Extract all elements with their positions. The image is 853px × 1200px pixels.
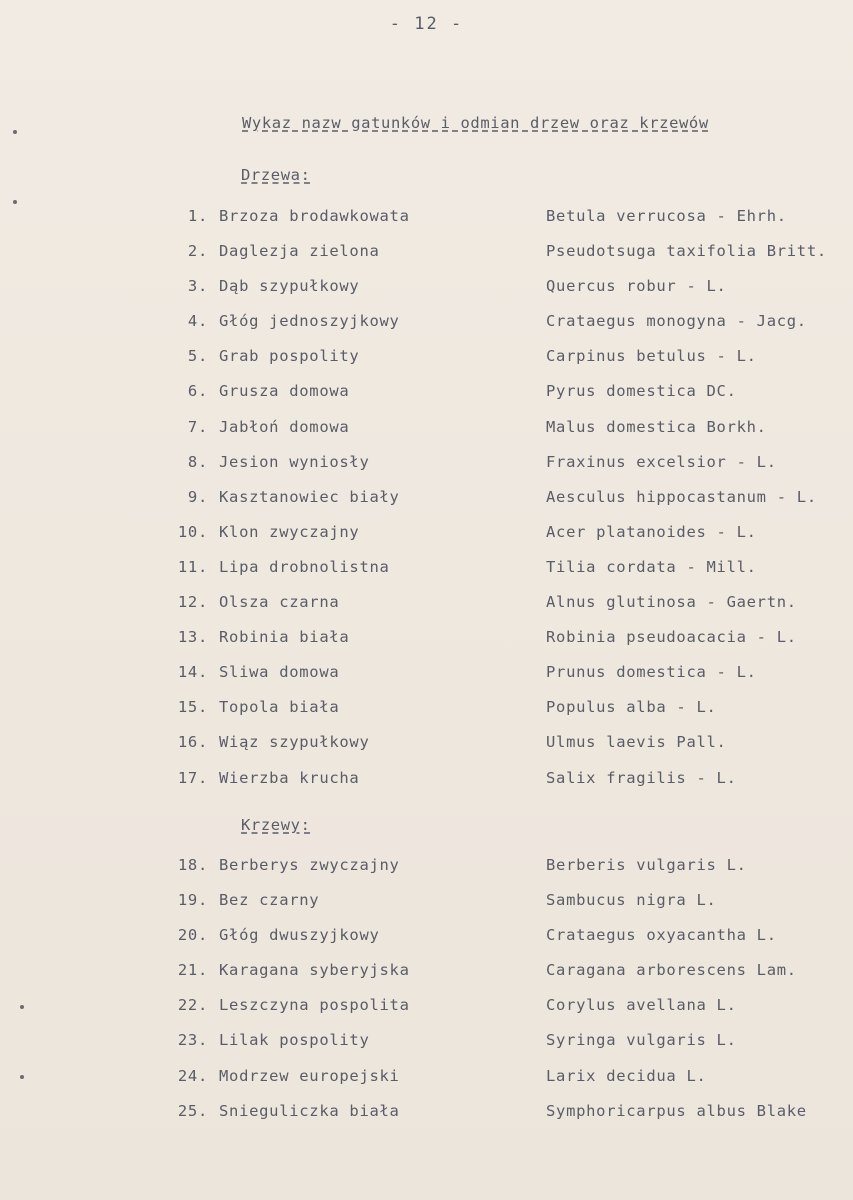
latin-name: Berberis vulgaris L. — [546, 856, 747, 874]
item-number: 14. — [177, 663, 208, 682]
list-item — [0, 1102, 853, 1137]
latin-name: Pseudotsuga taxifolia Britt. — [546, 242, 827, 261]
latin-name: Acer platanoides - L. — [546, 522, 757, 541]
list-item — [0, 961, 853, 996]
list-item — [0, 312, 853, 347]
item-number: 13. — [177, 628, 208, 647]
item-number: 20. — [177, 926, 208, 945]
punch-hole-mark — [13, 130, 17, 134]
latin-name: Syringa vulgaris L. — [546, 1031, 737, 1050]
latin-name: Caragana arborescens Lam. — [546, 961, 797, 980]
list-item — [0, 277, 853, 312]
list-item — [0, 207, 853, 242]
latin-name: Quercus robur - L. — [546, 277, 727, 296]
document-title: Wykaz nazw gatunków i odmian drzew oraz krzewów — [242, 114, 709, 132]
list-item — [0, 996, 853, 1031]
polish-name: Głóg jednoszyjkowy — [219, 312, 400, 331]
item-number: 19. — [177, 891, 208, 910]
latin-name: Larix decidua L. — [546, 1066, 707, 1085]
polish-name: Sliwa domowa — [219, 663, 340, 682]
polish-name: Wiąz szypułkowy — [219, 733, 370, 752]
item-number: 3. — [187, 277, 208, 296]
latin-name: Populus alba - L. — [546, 698, 717, 717]
item-number: 8. — [187, 452, 208, 471]
punch-hole-mark — [13, 200, 17, 204]
item-number: 9. — [187, 487, 208, 506]
list-item — [0, 488, 853, 523]
latin-name: Tilia cordata - Mill. — [546, 557, 757, 576]
latin-name: Malus domestica Borkh. — [546, 417, 767, 436]
item-number: 7. — [187, 417, 208, 436]
list-item — [0, 1067, 853, 1102]
item-number: 16. — [177, 733, 208, 752]
latin-name: Fraxinus excelsior - L. — [546, 452, 777, 471]
polish-name: Dąb szypułkowy — [219, 277, 360, 296]
item-number: 22. — [177, 996, 208, 1015]
polish-name: Lilak pospolity — [219, 1031, 370, 1050]
polish-name: Robinia biała — [219, 628, 350, 647]
item-number: 1. — [187, 207, 208, 225]
list-item — [0, 733, 853, 768]
item-number: 18. — [177, 856, 208, 874]
item-number: 12. — [177, 593, 208, 612]
list-item — [0, 523, 853, 558]
polish-name: Grusza domowa — [219, 382, 350, 401]
latin-name: Aesculus hippocastanum - L. — [546, 487, 817, 506]
polish-name: Modrzew europejski — [219, 1066, 400, 1085]
latin-name: Pyrus domestica DC. — [546, 382, 737, 401]
item-number: 6. — [187, 382, 208, 401]
list-item — [0, 558, 853, 593]
latin-name: Robinia pseudoacacia - L. — [546, 628, 797, 647]
item-number: 15. — [177, 698, 208, 717]
latin-name: Alnus glutinosa - Gaertn. — [546, 593, 797, 612]
item-number: 25. — [177, 1101, 208, 1120]
latin-name: Ulmus laevis Pall. — [546, 733, 727, 752]
polish-name: Daglezja zielona — [219, 242, 380, 261]
section-heading-trees: Drzewa: — [241, 166, 311, 184]
item-number: 4. — [187, 312, 208, 331]
polish-name: Olsza czarna — [219, 593, 340, 612]
list-item — [0, 242, 853, 277]
latin-name: Crataegus monogyna - Jacg. — [546, 312, 807, 331]
latin-name: Symphoricarpus albus Blake — [546, 1101, 807, 1120]
item-number: 10. — [177, 522, 208, 541]
list-item — [0, 418, 853, 453]
shrubs-list — [0, 856, 853, 1137]
list-item — [0, 1031, 853, 1066]
polish-name: Karagana syberyjska — [219, 961, 410, 980]
polish-name: Jabłoń domowa — [219, 417, 350, 436]
item-number: 2. — [187, 242, 208, 261]
polish-name: Lipa drobnolistna — [219, 557, 390, 576]
item-number: 24. — [177, 1066, 208, 1085]
trees-list — [0, 207, 853, 804]
list-item — [0, 891, 853, 926]
list-item — [0, 698, 853, 733]
latin-name: Prunus domestica - L. — [546, 663, 757, 682]
page-number: - 12 - — [389, 14, 464, 34]
polish-name: Snieguliczka biała — [219, 1101, 400, 1120]
item-number: 21. — [177, 961, 208, 980]
polish-name: Wierzba krucha — [219, 768, 360, 787]
latin-name: Sambucus nigra L. — [546, 891, 717, 910]
latin-name: Salix fragilis - L. — [546, 768, 737, 787]
polish-name: Berberys zwyczajny — [219, 856, 400, 874]
list-item — [0, 769, 853, 804]
item-number: 5. — [187, 347, 208, 366]
section-heading-shrubs: Krzewy: — [241, 816, 311, 834]
item-number: 17. — [177, 768, 208, 787]
list-item — [0, 382, 853, 417]
polish-name: Głóg dwuszyjkowy — [219, 926, 380, 945]
polish-name: Bez czarny — [219, 891, 320, 910]
polish-name: Brzoza brodawkowata — [219, 207, 410, 225]
polish-name: Klon zwyczajny — [219, 522, 360, 541]
polish-name: Topola biała — [219, 698, 340, 717]
polish-name: Kasztanowiec biały — [219, 487, 400, 506]
polish-name: Leszczyna pospolita — [219, 996, 410, 1015]
polish-name: Grab pospolity — [219, 347, 360, 366]
list-item — [0, 663, 853, 698]
latin-name: Crataegus oxyacantha L. — [546, 926, 777, 945]
item-number: 11. — [177, 557, 208, 576]
list-item — [0, 628, 853, 663]
latin-name: Corylus avellana L. — [546, 996, 737, 1015]
item-number: 23. — [177, 1031, 208, 1050]
latin-name: Carpinus betulus - L. — [546, 347, 757, 366]
polish-name: Jesion wyniosły — [219, 452, 370, 471]
list-item — [0, 593, 853, 628]
list-item — [0, 453, 853, 488]
list-item — [0, 347, 853, 382]
latin-name: Betula verrucosa - Ehrh. — [546, 207, 787, 225]
list-item — [0, 856, 853, 891]
list-item — [0, 926, 853, 961]
